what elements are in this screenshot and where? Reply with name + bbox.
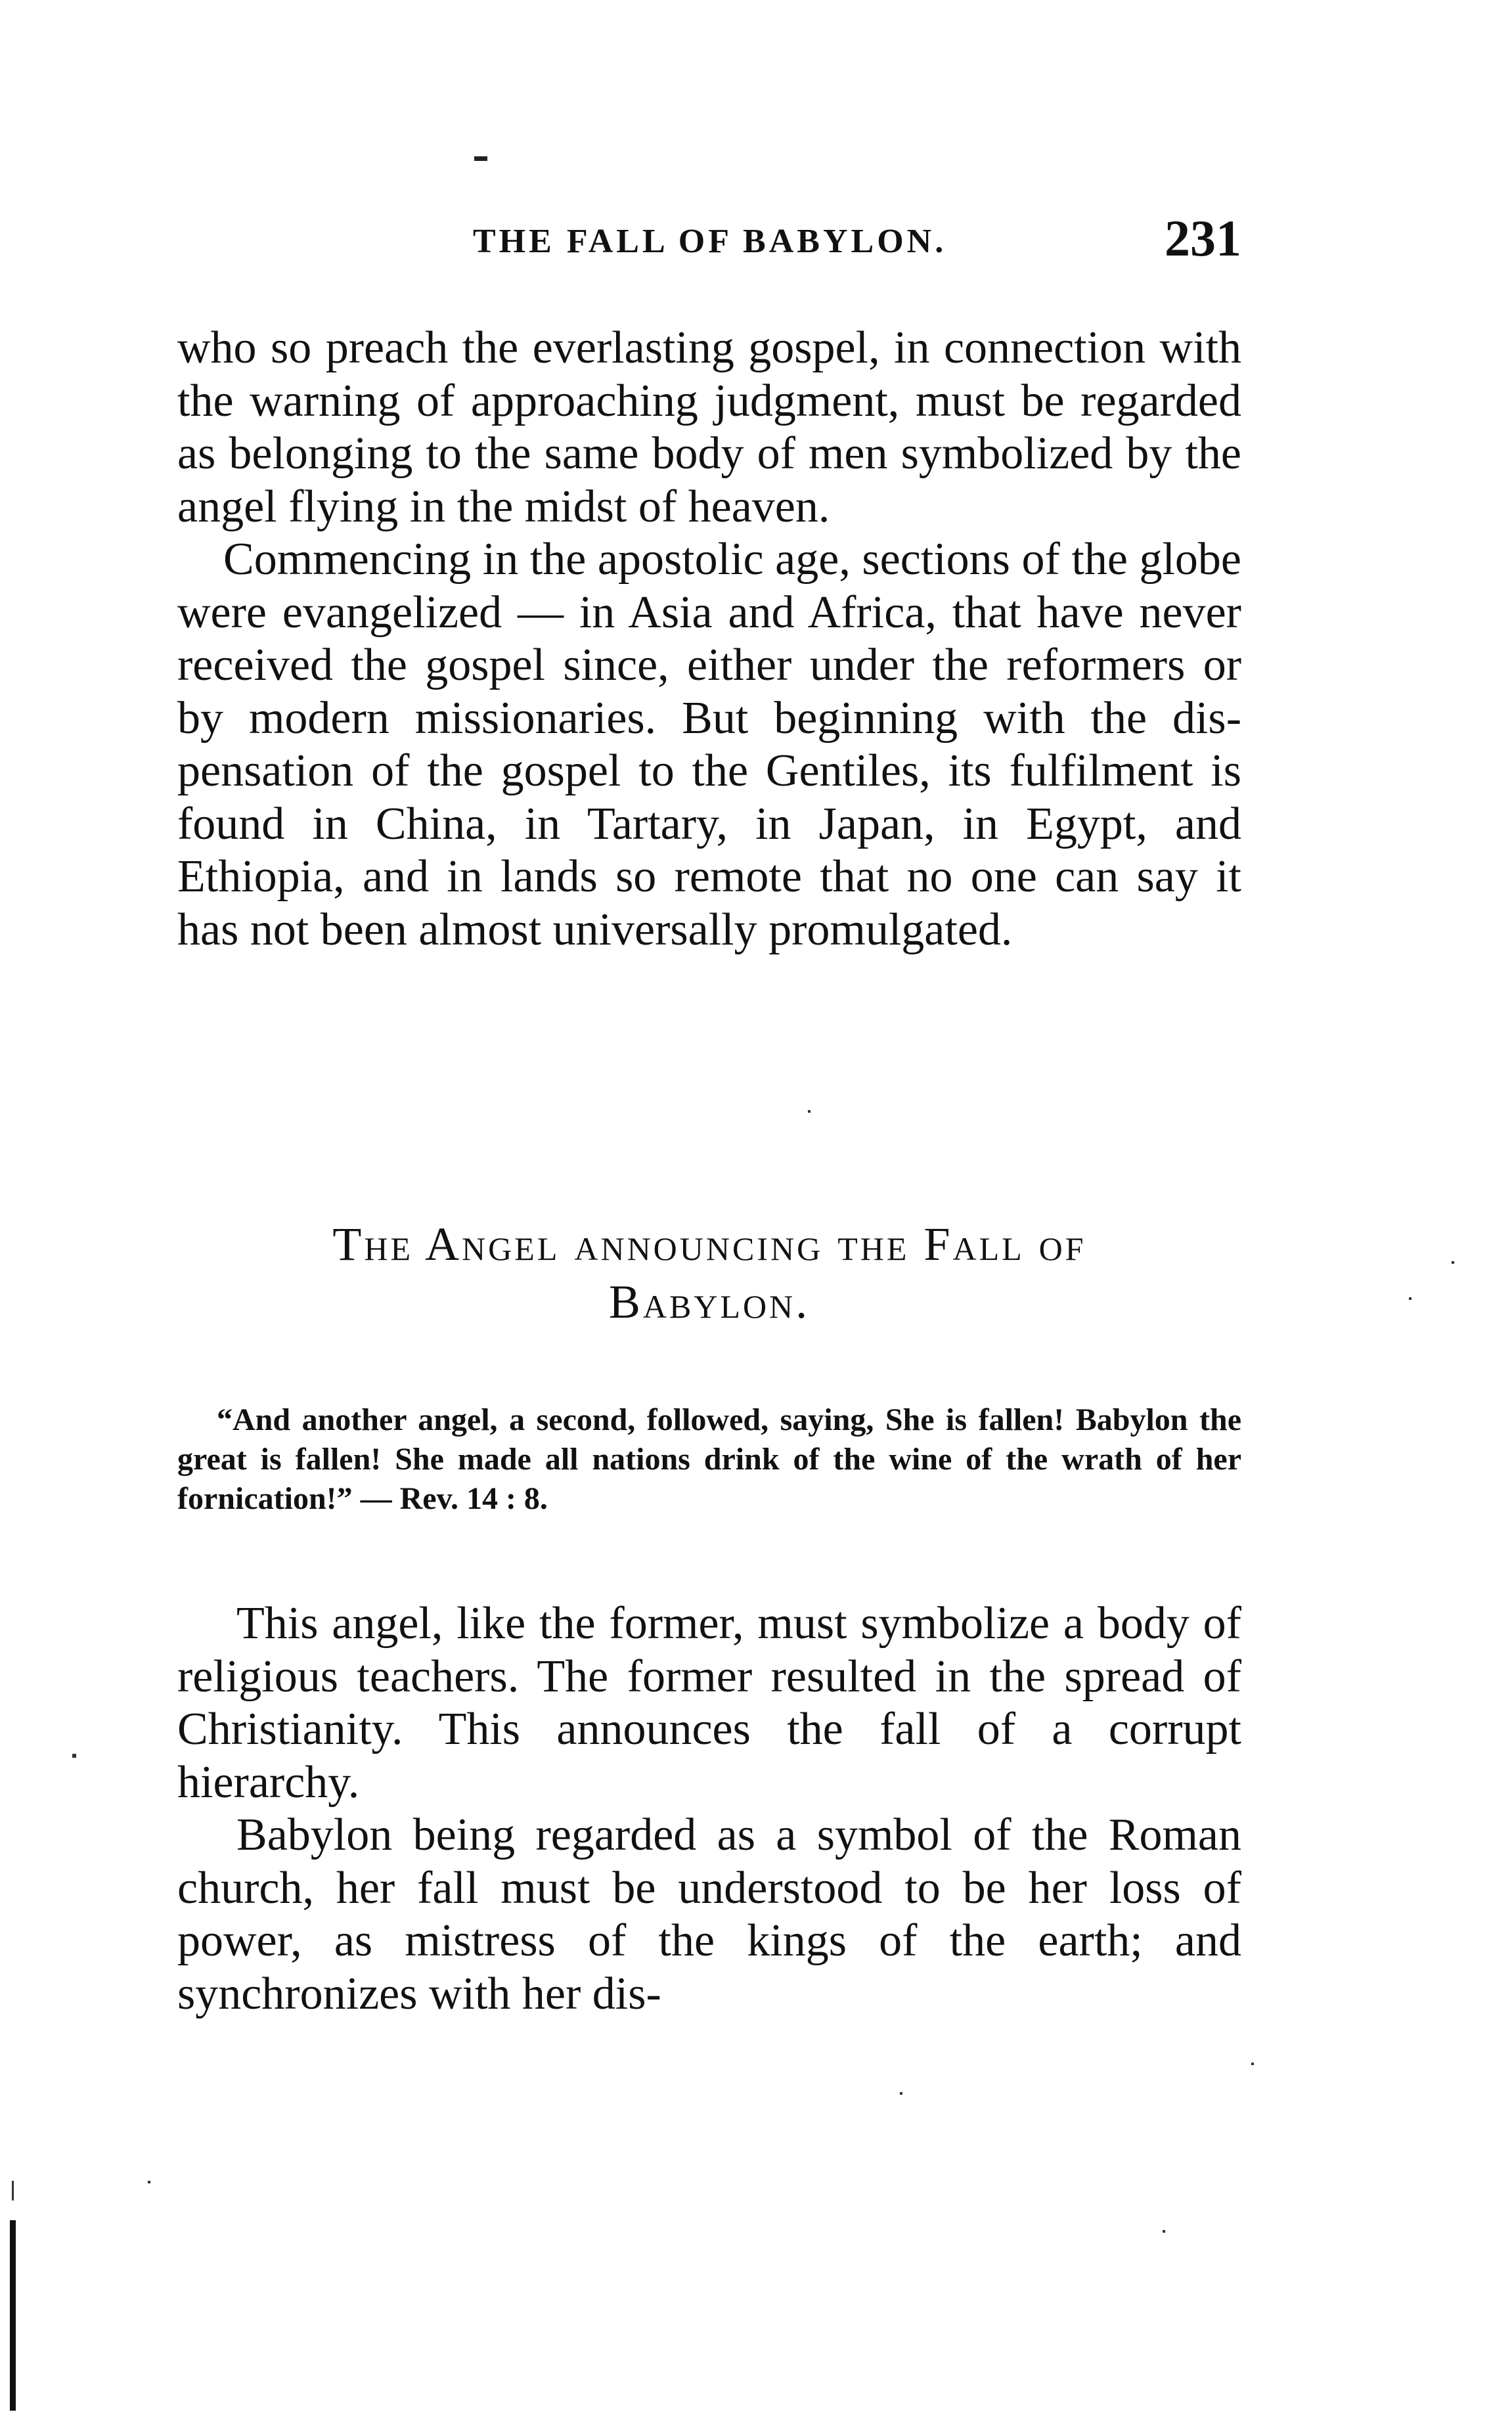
- print-speck: [1163, 2230, 1165, 2233]
- running-head: [177, 209, 1241, 275]
- print-speck: [1251, 2063, 1254, 2065]
- print-speck: [72, 1754, 76, 1758]
- text-block-bottom: [177, 1597, 1241, 2021]
- text-block-top: [177, 322, 1241, 956]
- paragraph-continuation: who so preach the everlasting gospel, in connection with the warning of approaching judgment, must be regarded as belonging to the same body of men symbolized by the angel flying in the midst of heaven.: [177, 323, 1241, 532]
- print-speck: [900, 2092, 902, 2095]
- page-number: 231: [1165, 210, 1241, 267]
- section-heading-line-2: Babylon.: [608, 1276, 811, 1328]
- print-mark: [474, 156, 487, 161]
- section-heading-line-1: The Angel announcing the Fall of: [332, 1218, 1086, 1270]
- print-speck: [1452, 1261, 1454, 1264]
- print-speck: [12, 2181, 14, 2200]
- scan-edge-mark: [10, 2220, 16, 2411]
- section-heading: [177, 1215, 1241, 1331]
- scripture-epigraph: “And another angel, a second, followed, saying, She is fallen! Babylon the great is fallen! She made all nations drink of the wine of the wrath of her fornication!” — Rev. 14 : 8.: [177, 1402, 1241, 1516]
- print-speck: [808, 1110, 811, 1113]
- print-speck: [1409, 1297, 1412, 1300]
- paragraph-commencing: Commencing in the apostolic age, sections of the globe were evangelized — in Asia and Africa, that have never received the gospel since, either under the reformers or by modern missionaries. But beginning with the dispensation of the gospel to the Gentiles, its fulfilment is found in China, in Tartary, in Japan, in Egypt, and Ethiopia, and in lands so remote that no one can say it has not been almost universally promulgated.: [177, 534, 1241, 955]
- paragraph-babylon: Babylon being regarded as a symbol of the Roman church, her fall must be understood to be her loss of power, as mistress of the kings of the earth; and synchronizes with her dis-: [177, 1810, 1241, 2019]
- print-speck: [148, 2181, 150, 2183]
- paragraph-this-angel: This angel, like the former, must symbolize a body of religious teachers. The former resulted in the spread of Christianity. This announces the fall of a corrupt hierarchy.: [177, 1598, 1241, 1808]
- running-title: THE FALL OF BABYLON.: [473, 223, 947, 260]
